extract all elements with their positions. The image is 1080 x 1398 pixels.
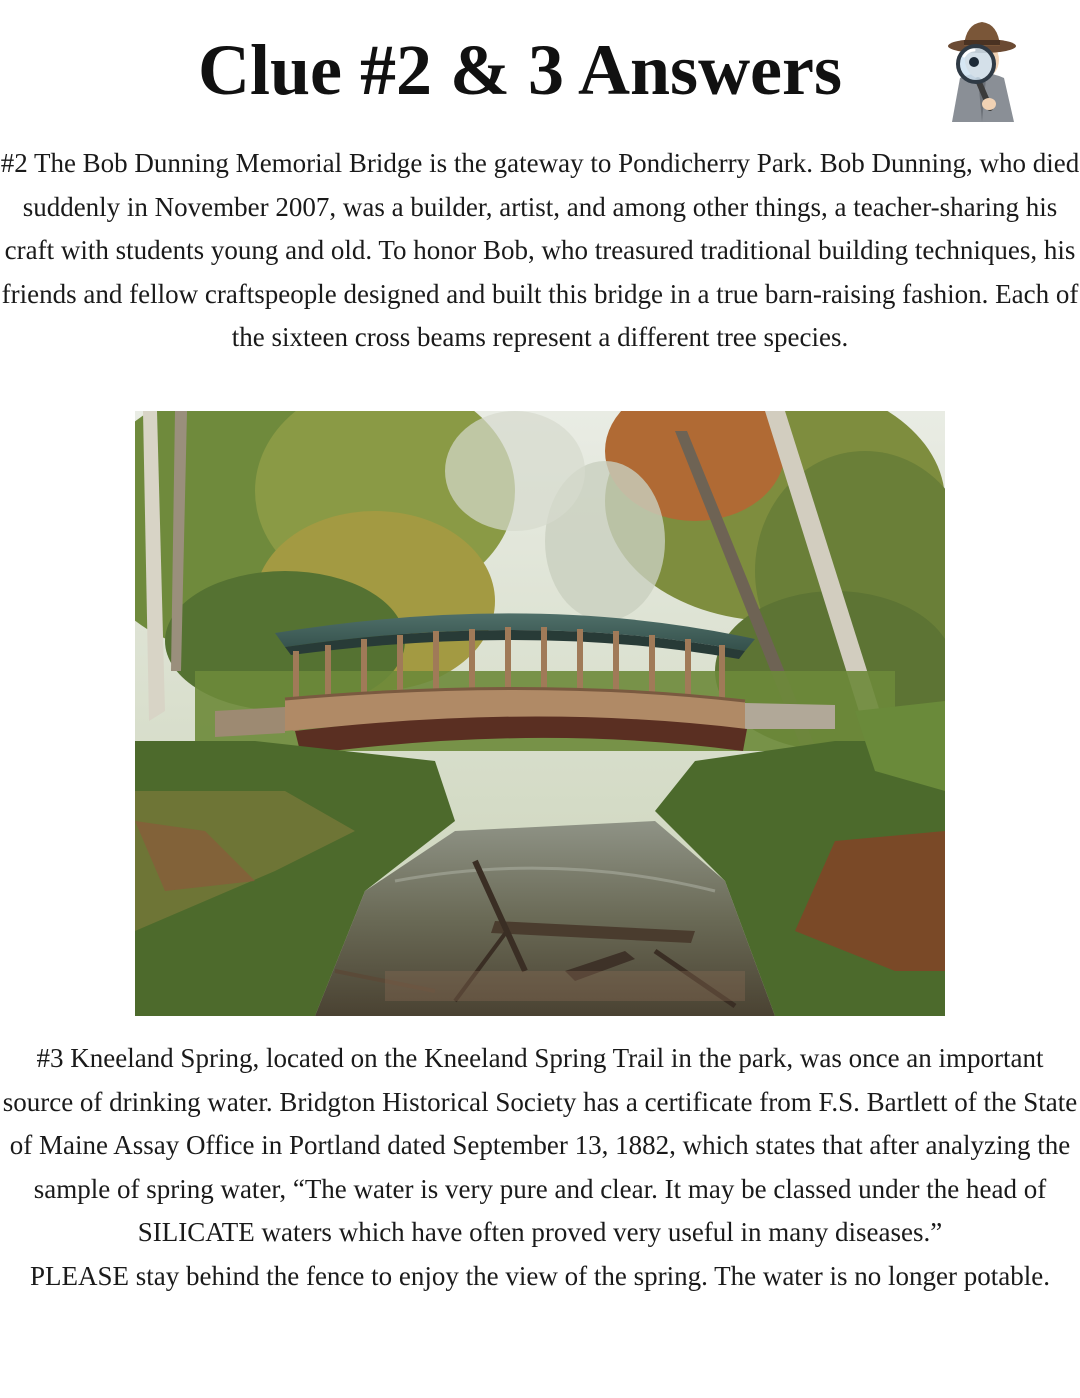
fence-warning-note: PLEASE stay behind the fence to enjoy the view of the spring. The water is no longer potable. bbox=[29, 1260, 1050, 1291]
clue-3-text: #3 Kneeland Spring, located on the Kneeland Spring Trail in the park, was once an important source of drinking water. Bridgton Historical Society has a certificate from F.S. Bartlett of the State of Maine Assay Office in Portland dated September 13, 1882, which states that after analyzing the sample of spring water, “The water is very pure and clear. It may be classed under the head of SILICATE waters which have often proved very useful in many diseases.” bbox=[2, 1043, 1078, 1248]
page-title: Clue #2 & 3 Answers bbox=[198, 30, 842, 110]
clue-3-paragraph bbox=[0, 1037, 1080, 1299]
clue-2-paragraph: #2 The Bob Dunning Memorial Bridge is the gateway to Pondicherry Park. Bob Dunning, who died suddenly in November 2007, was a builder, artist, and among other things, a teacher-sharing his craft with students young and old. To honor Bob, who treasured traditional building techniques, his friends and fellow craftspeople designed and built this bridge in a true barn-raising fashion. Each of the sixteen cross beams represent a different tree species. bbox=[0, 148, 1080, 353]
covered-wooden-footbridge-over-stream-photo bbox=[135, 411, 945, 1016]
detective-with-magnifying-glass-icon bbox=[934, 14, 1030, 122]
